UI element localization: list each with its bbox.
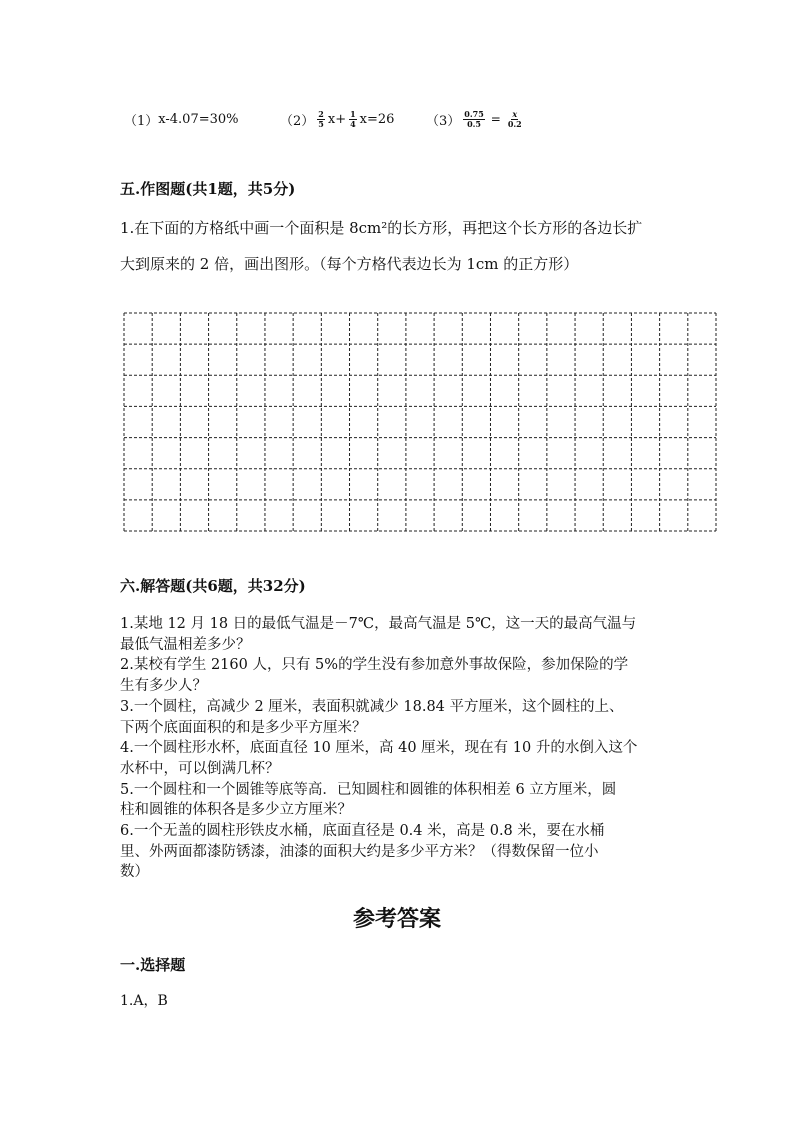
equation-3-rhs-fraction xyxy=(507,110,523,129)
section-6-title: 六.解答题(共6题，共32分) xyxy=(120,577,306,595)
question-line: 数） xyxy=(120,864,149,881)
equals-sign: = xyxy=(490,112,501,126)
answers-section-1-title: 一.选择题 xyxy=(120,956,186,974)
answers-title: 参考答案 xyxy=(352,906,441,932)
equation-2-label: （2） xyxy=(280,113,315,129)
equation-2-fraction-2 xyxy=(349,110,357,129)
question-line: 里、外两面都漆防锈漆，油漆的面积大约是多少平方米？（得数保留一位小 xyxy=(120,843,599,860)
section-6-questions xyxy=(120,614,680,883)
question-line: 下两个底面面积的和是多少平方厘米？ xyxy=(120,719,367,736)
question-line: 6.一个无盖的圆柱形铁皮水桶，底面直径是 0.4 米，高是 0.8 米，要在水桶 xyxy=(120,823,605,840)
answer-1: 1.A，B xyxy=(120,993,168,1009)
section-5-title: 五.作图题(共1题，共5分) xyxy=(120,180,296,198)
question-line: 5.一个圆柱和一个圆锥等底等高．已知圆柱和圆锥的体积相差 6 立方厘米，圆 xyxy=(120,781,617,798)
fraction-denominator: 0.5 xyxy=(467,118,481,129)
fraction-denominator: 4 xyxy=(350,118,356,129)
question-line: 3.一个圆柱，高减少 2 厘米，表面积就减少 18.84 平方厘米，这个圆柱的上、 xyxy=(120,698,624,715)
equation-2-tail: x=26 xyxy=(359,111,395,127)
fraction-denominator: 5 xyxy=(318,118,324,129)
question-line: 最低气温相差多少？ xyxy=(120,636,251,653)
question-line: 柱和圆锥的体积各是多少立方厘米？ xyxy=(120,802,352,819)
fraction-numerator: x xyxy=(512,108,518,119)
fraction-denominator: 0.2 xyxy=(507,118,522,129)
equation-2-fraction-1 xyxy=(317,110,325,129)
equation-2 xyxy=(280,108,394,130)
question-line: 水杯中，可以倒满几杯？ xyxy=(120,760,280,777)
grid-svg xyxy=(123,312,717,532)
equation-3-label: （3） xyxy=(426,113,461,129)
equation-1 xyxy=(124,108,239,130)
equation-3-lhs-fraction xyxy=(463,110,484,129)
equation-1-label: （1） xyxy=(124,113,159,129)
fraction-numerator: 0.75 xyxy=(464,108,484,119)
question-line: 2.某校有学生 2160 人，只有 5%的学生没有参加意外事故保险，参加保险的学 xyxy=(120,657,629,674)
section-5-question-line-2: 大到原来的 2 倍，画出图形。（每个方格代表边长为 1cm 的正方形） xyxy=(120,255,579,273)
equation-3 xyxy=(426,108,526,130)
grid-paper xyxy=(123,312,717,536)
question-line: 1.某地 12 月 18 日的最低气温是－7℃，最高气温是 5℃，这一天的最高气温与 xyxy=(120,616,637,632)
question-line: 4.一个圆柱形水杯，底面直径 10 厘米，高 40 厘米，现在有 10 升的水倒入这个 xyxy=(120,740,638,757)
section-5-question-line-1: 1.在下面的方格纸中画一个面积是 8cm²的长方形，再把这个长方形的各边长扩 xyxy=(120,219,643,237)
fraction-numerator: 1 xyxy=(350,108,356,119)
fraction-numerator: 2 xyxy=(318,108,324,119)
question-line: 生有多少人？ xyxy=(120,678,207,695)
equation-1-expr: x-4.07=30% xyxy=(158,111,239,127)
equation-2-mid: x+ xyxy=(327,111,347,127)
